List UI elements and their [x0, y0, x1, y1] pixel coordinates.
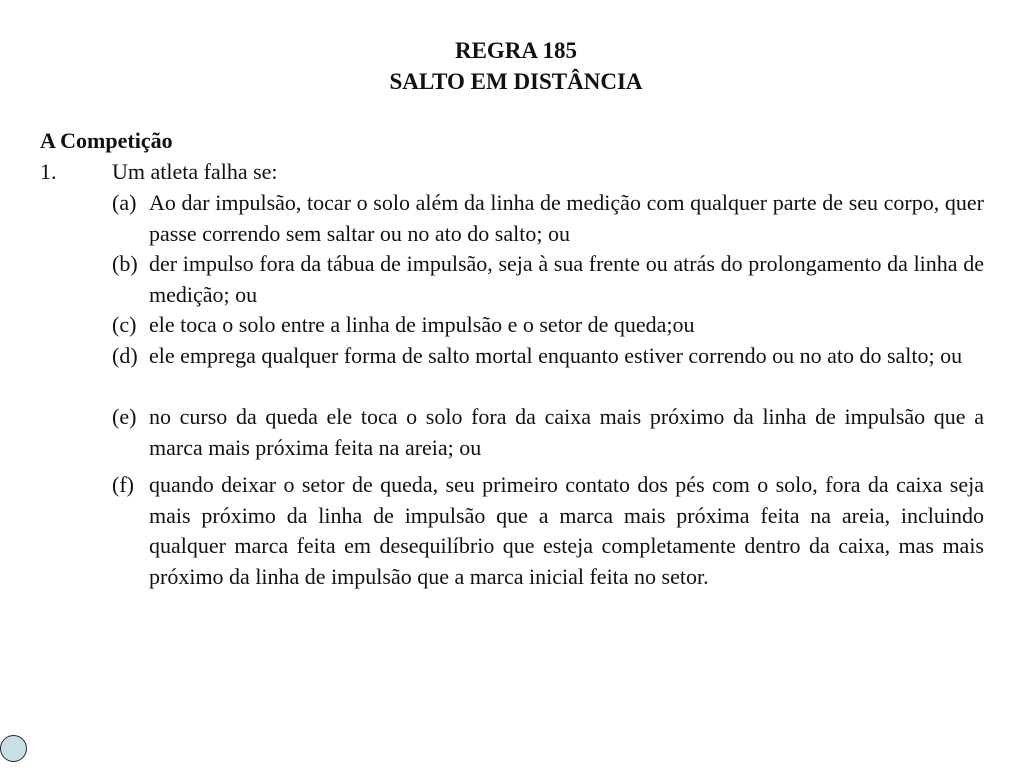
slide-nav-circle-icon[interactable] [0, 735, 27, 762]
item-text: ele emprega qualquer forma de salto mortal enquanto estiver correndo ou no ato do salto; ou [149, 343, 963, 368]
clause-number: 1. [40, 159, 57, 184]
item-text: quando deixar o setor de queda, seu primeiro contato dos pés com o solo, fora da caixa seja mais próximo da linha de impulsão que a marca mais próxima feita na areia, incluindo qualquer marca feita em desequilíbrio que esteja completamente dentro da caixa, mas mais próximo da linha de impulsão que a marca inicial feita no setor. [149, 472, 984, 589]
item-text: no curso da queda ele toca o solo fora da caixa mais próximo da linha de impulsão que a marca mais próxima feita na areia; ou [149, 404, 984, 460]
item-label: (e) [112, 404, 137, 429]
list-item-f [112, 470, 984, 592]
item-label: (f) [112, 472, 134, 497]
item-text: ele toca o solo entre a linha de impulsão e o setor de queda;ou [149, 312, 695, 337]
list-item-d [112, 341, 984, 372]
item-label: (d) [112, 343, 138, 368]
clause-lead-text: Um atleta falha se: [112, 159, 278, 184]
list-item-a [112, 188, 984, 249]
item-text: der impulso fora da tábua de impulsão, seja à sua frente ou atrás do prolongamento da linha de medição; ou [149, 251, 984, 307]
event-title-heading: SALTO EM DISTÂNCIA [389, 69, 643, 94]
item-label: (c) [112, 312, 137, 337]
list-item-b [112, 249, 984, 310]
section-heading: A Competição [40, 128, 173, 153]
item-text: Ao dar impulsão, tocar o solo além da linha de medição com qualquer parte de seu corpo, quer passe correndo sem saltar ou no ato do salto; ou [149, 190, 984, 246]
list-item-e [112, 402, 984, 463]
rule-number-heading: REGRA 185 [454, 38, 578, 63]
item-label: (a) [112, 190, 137, 215]
item-label: (b) [112, 251, 138, 276]
list-item-c [112, 310, 984, 341]
